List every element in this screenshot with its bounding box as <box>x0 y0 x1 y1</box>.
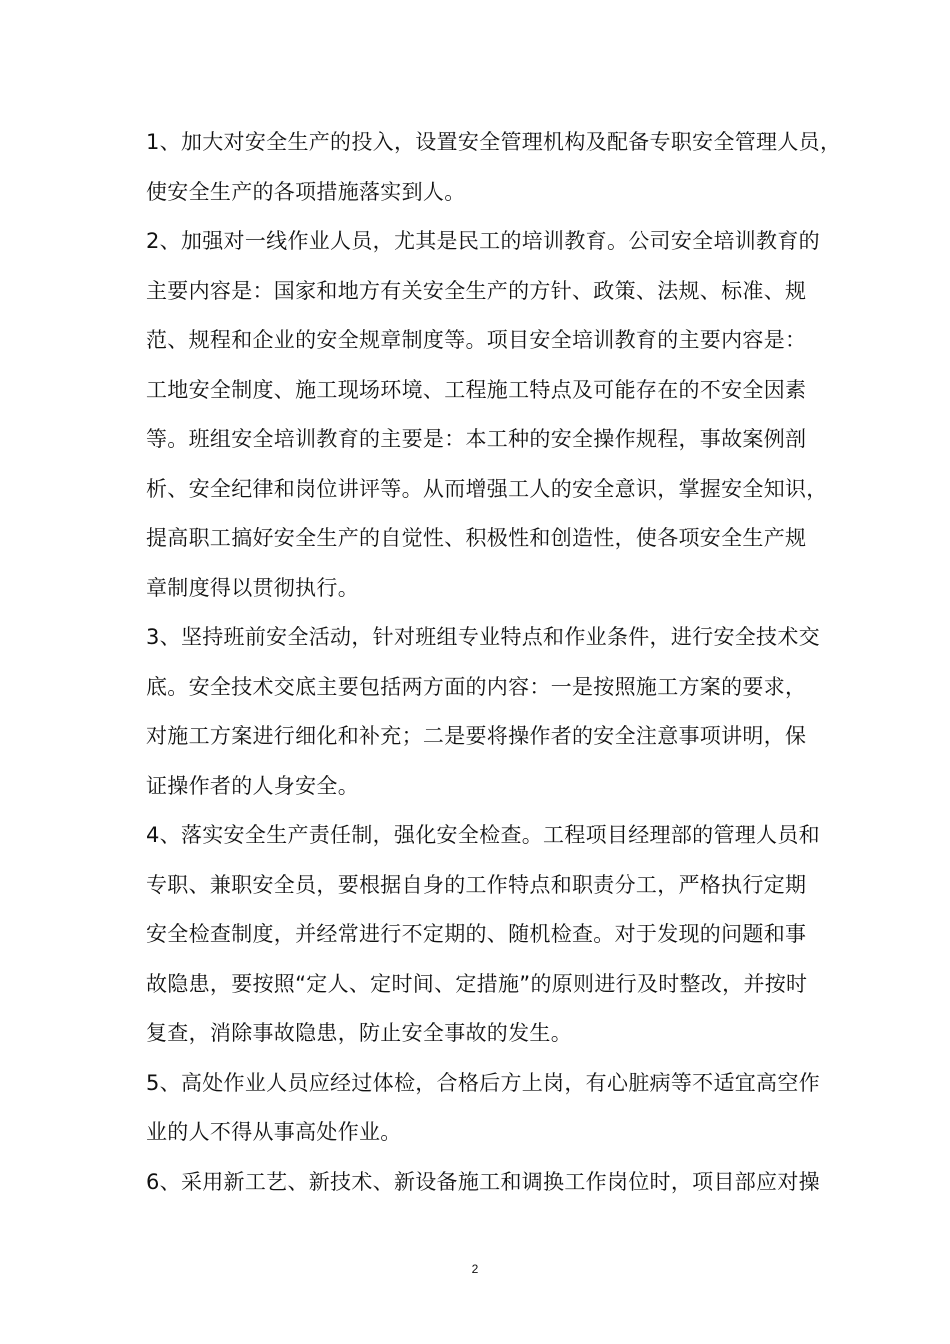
text-line: 6、采用新工艺、新技术、新设备施工和调换工作岗位时，项目部应对操 <box>146 1170 820 1194</box>
text-line: 等。班组安全培训教育的主要是：本工种的安全操作规程，事故案例剖 <box>146 427 807 451</box>
text-line: 提高职工搞好安全生产的自觉性、积极性和创造性，使各项安全生产规 <box>146 526 807 550</box>
text-line: 3、坚持班前安全活动，针对班组专业特点和作业条件，进行安全技术交 <box>146 625 820 649</box>
text-line: 2、加强对一线作业人员，尤其是民工的培训教育。公司安全培训教育的 <box>146 229 820 253</box>
text-line: 5、高处作业人员应经过体检，合格后方上岗，有心脏病等不适宜高空作 <box>146 1071 820 1095</box>
page-number: 2 <box>471 1262 479 1276</box>
text-line: 证操作者的人身安全。 <box>146 774 359 798</box>
text-line: 章制度得以贯彻执行。 <box>146 576 359 600</box>
text-line: 底。安全技术交底主要包括两方面的内容：一是按照施工方案的要求， <box>146 675 807 699</box>
text-line: 对施工方案进行细化和补充；二是要将操作者的安全注意事项讲明，保 <box>146 724 807 748</box>
text-line: 复查，消除事故隐患，防止安全事故的发生。 <box>146 1021 572 1045</box>
text-line: 业的人不得从事高处作业。 <box>146 1120 402 1144</box>
text-line: 范、规程和企业的安全规章制度等。项目安全培训教育的主要内容是： <box>146 328 807 352</box>
text-line: 析、安全纪律和岗位讲评等。从而增强工人的安全意识，掌握安全知识， <box>146 477 828 501</box>
text-line: 1、加大对安全生产的投入，设置安全管理机构及配备专职安全管理人员， <box>146 130 842 154</box>
text-line: 故隐患，要按照“定人、定时间、定措施”的原则进行及时整改，并按时 <box>146 972 808 996</box>
text-line: 使安全生产的各项措施落实到人。 <box>146 180 466 204</box>
text-line: 专职、兼职安全员，要根据自身的工作特点和职责分工，严格执行定期 <box>146 873 807 897</box>
text-line: 主要内容是：国家和地方有关安全生产的方针、政策、法规、标准、规 <box>146 279 807 303</box>
text-line: 工地安全制度、施工现场环境、工程施工特点及可能存在的不安全因素 <box>146 378 807 402</box>
text-line: 安全检查制度，并经常进行不定期的、随机检查。对于发现的问题和事 <box>146 922 807 946</box>
text-line: 4、落实安全生产责任制，强化安全检查。工程项目经理部的管理人员和 <box>146 823 820 847</box>
